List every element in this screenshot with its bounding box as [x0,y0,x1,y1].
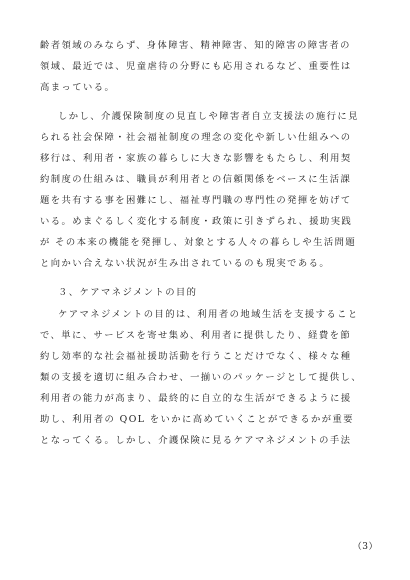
body-line: いる。めまぐるしく変化する制度・政策に引きずられ、援助実践 [40,216,353,227]
body-line: 約制度の仕組みは、職員が利用者との信頼関係をベースに生活課 [40,174,352,185]
section-heading: ３、ケアマネジメントの目的 [58,287,198,298]
body-line: が その本来の機能を発揮し、対象とする人々の暮らしや生活問題 [40,237,357,248]
body-line: しかし、介護保険制度の見直しや障害者自立支援法の施行に見 [58,111,359,122]
body-line: で、単に、サービスを寄せ集め、利用者に提供したり、経費を節 [40,330,352,341]
body-line: となってくる。しかし、介護保険に見るケアマネジメントの手法 [40,435,352,446]
body-line: 齢者領域のみならず、身体障害、精神障害、知的障害の障害者の [40,40,351,51]
body-line: 助し、利用者の QOL をいかに高めていくことができるかが重要 [40,414,354,425]
body-line: 高まっている。 [40,82,116,93]
body-line: 題を共有する事を困難にし、福祉専門職の専門性の発揮を妨げて [40,195,352,206]
body-line: ケアマネジメントの目的は、利用者の地域生活を支援すること [58,309,359,320]
body-line: と向かい合えない状況が生み出されているのも現実である。 [40,258,331,269]
body-line: 利用者の能力が高まり、最終的に自立的な生活ができるように援 [40,393,352,404]
body-line: 領域、最近では、児童虐待の分野にも応用されるなど、重要性は [40,61,352,72]
page-number: （3） [352,542,378,552]
body-line: 約し効率的な社会福祉援助活動を行うことだけでなく、様々な種 [40,351,352,362]
body-line: られる社会保障・社会福祉制度の理念の変化や新しい仕組みへの [40,132,352,143]
body-line: 類の支援を適切に組み合わせ、一揃いのパッケージとして提供し、 [40,372,362,383]
body-line: 移行は、利用者・家族の暮らしに大きな影響をもたらし、利用契 [40,153,352,164]
